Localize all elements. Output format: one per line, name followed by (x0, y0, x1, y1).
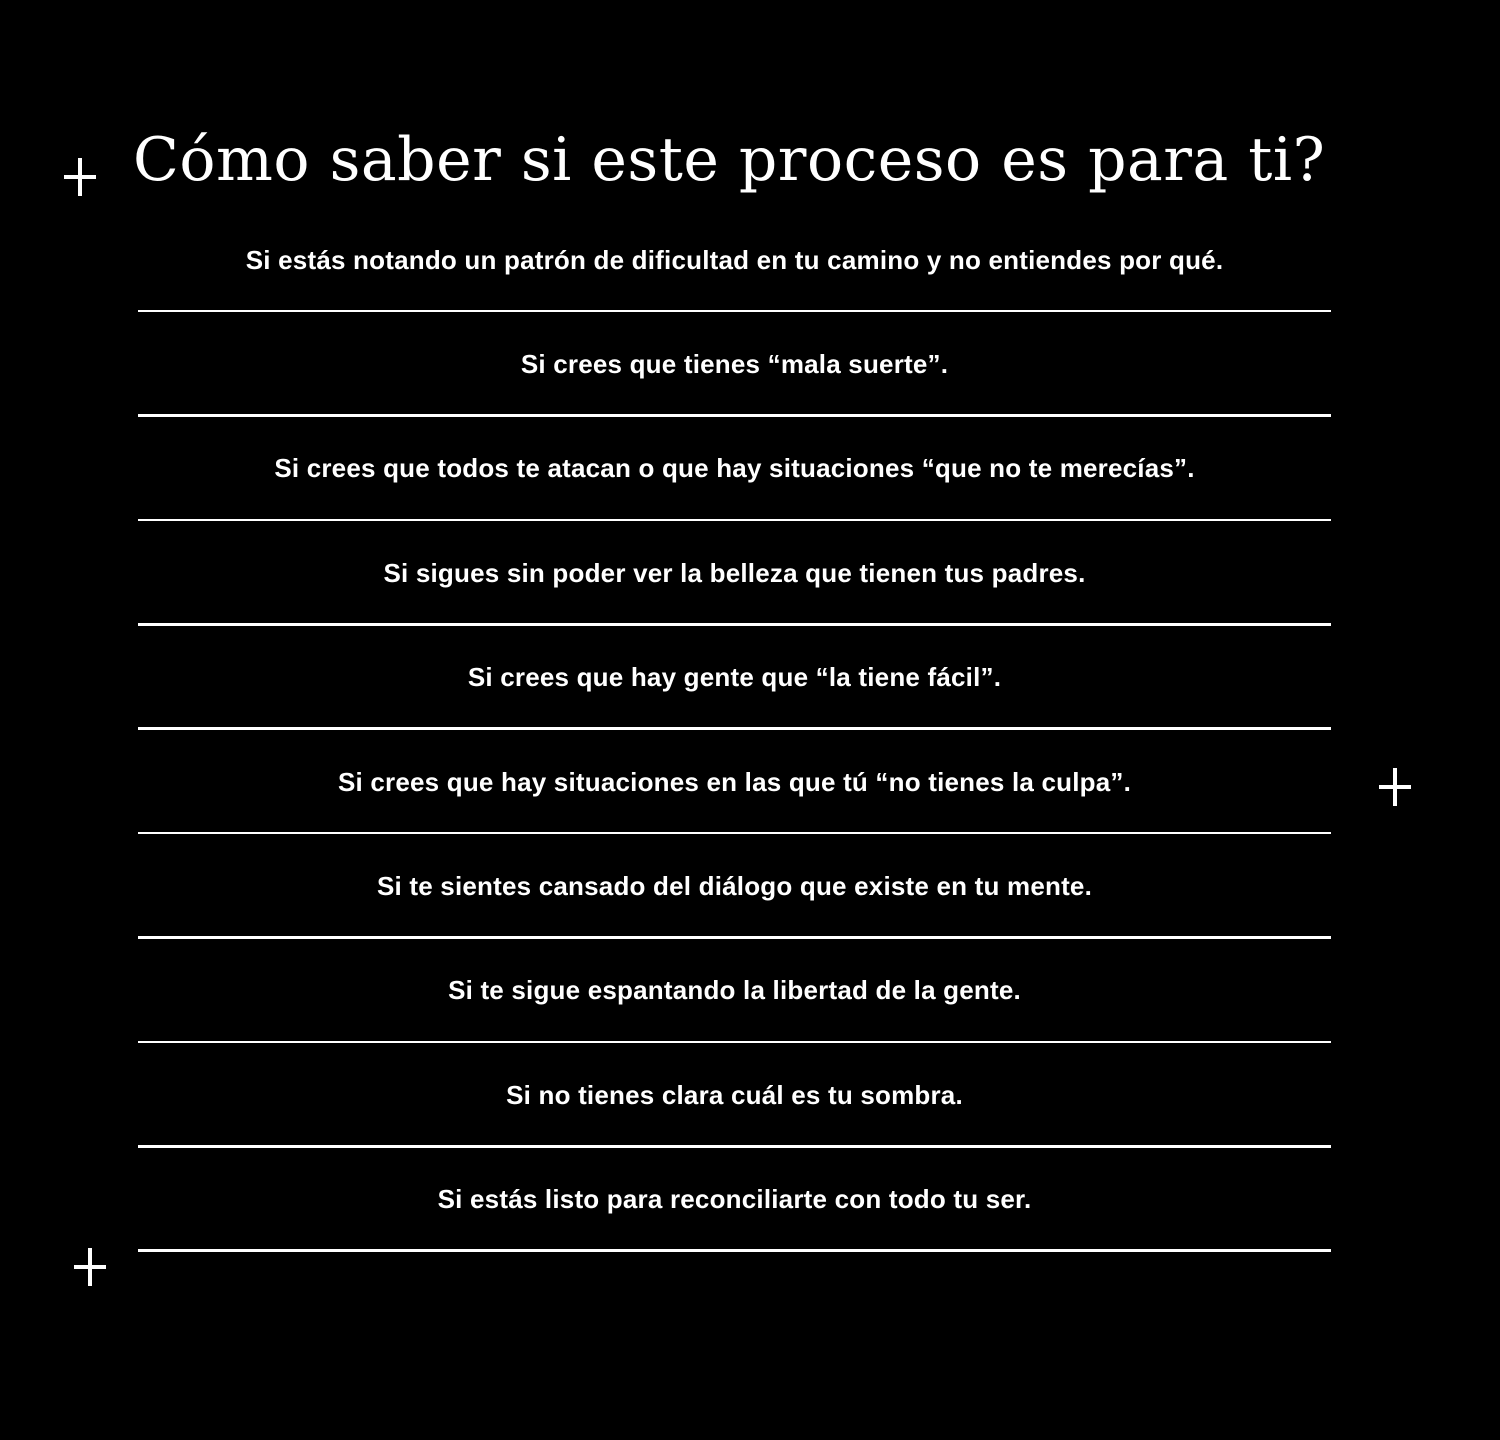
list-row (138, 730, 1331, 834)
list-item-text: Si sigues sin poder ver la belleza que tienen tus padres. (383, 557, 1086, 588)
list-item-text: Si crees que hay situaciones en las que tú “no tienes la culpa”. (337, 766, 1132, 797)
list-row (138, 312, 1331, 416)
list-row (138, 626, 1331, 730)
plus-icon-top-left (63, 158, 97, 196)
list-row (138, 208, 1331, 312)
list-item-text: Si estás listo para reconciliarte con todo tu ser. (437, 1184, 1032, 1215)
list-item-text: Si te sigue espantando la libertad de la gente. (448, 975, 1021, 1006)
plus-icon-right (1378, 768, 1412, 806)
list-item-text: Si crees que hay gente que “la tiene fácil”. (467, 662, 1002, 693)
divider-line (138, 1249, 1331, 1252)
list-item-text: Si crees que tienes “mala suerte”. (520, 349, 949, 380)
list-item-text: Si te sientes cansado del diálogo que existe en tu mente. (376, 871, 1093, 902)
list-row (138, 417, 1331, 521)
list-row (138, 1148, 1331, 1252)
page-title: Cómo saber si este proceso es para ti? (133, 125, 1326, 195)
list-row (138, 1043, 1331, 1147)
plus-icon-bottom-left (73, 1248, 107, 1286)
list-item-text: Si estás notando un patrón de dificultad en tu camino y no entiendes por qué. (245, 244, 1224, 275)
criteria-list (138, 208, 1331, 1252)
list-row (138, 834, 1331, 938)
list-row (138, 521, 1331, 625)
list-item-text: Si no tienes clara cuál es tu sombra. (506, 1079, 963, 1110)
list-item-text: Si crees que todos te atacan o que hay situaciones “que no te merecías”. (274, 453, 1195, 484)
list-row (138, 939, 1331, 1043)
